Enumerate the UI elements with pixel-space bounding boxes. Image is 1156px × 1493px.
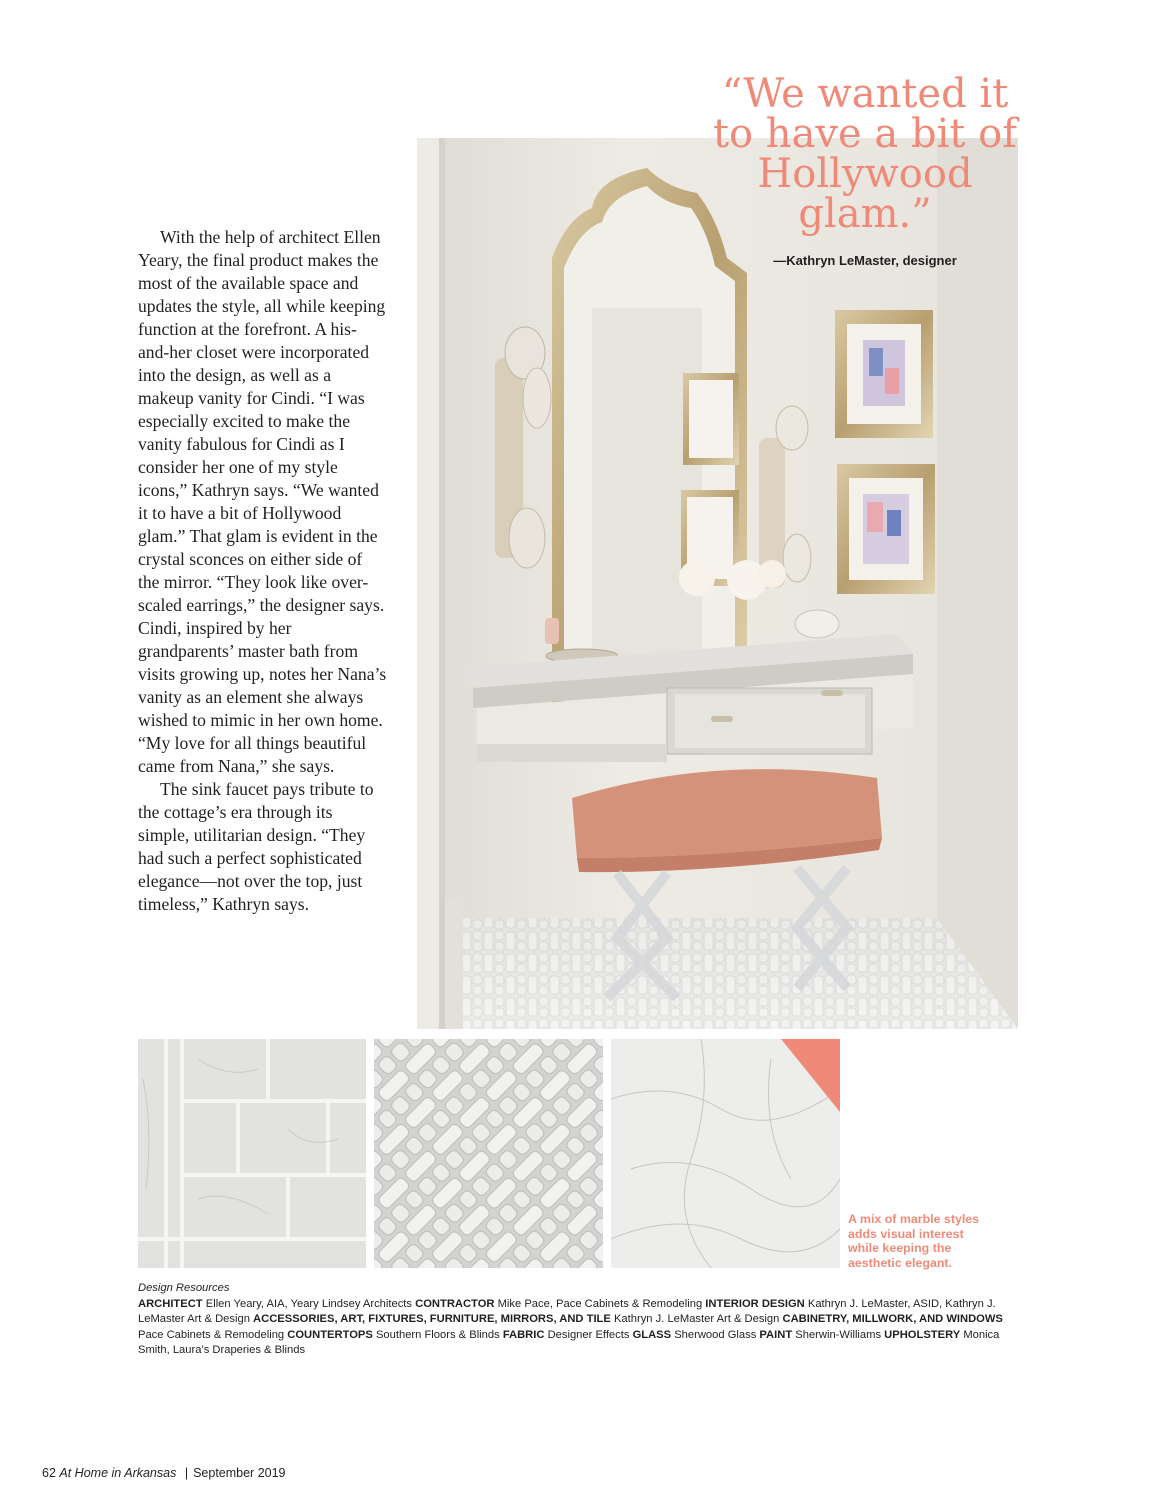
resource-label: ACCESSORIES, ART, FIXTURES, FURNITURE, MIRRORS, AND TILE xyxy=(253,1313,611,1325)
resource-label: UPHOLSTERY xyxy=(884,1328,961,1341)
resource-label: ARCHITECT xyxy=(138,1297,203,1310)
magazine-title: At Home in Arkansas xyxy=(59,1466,177,1480)
resource-value: Sherwood Glass xyxy=(674,1328,757,1341)
footer-separator: | xyxy=(184,1466,189,1480)
swatch-caption: A mix of marble styles adds visual interest while keeping the aesthetic elegant. xyxy=(848,1212,980,1270)
resource-value: Monica Smith, Laura’s Draperies & Blinds xyxy=(138,1328,1000,1356)
issue-date: September 2019 xyxy=(193,1466,286,1480)
resource-value: Sherwin-Williams xyxy=(795,1328,882,1341)
resource-label: PAINT xyxy=(759,1328,793,1341)
resource-value: Southern Floors & Blinds xyxy=(375,1328,500,1341)
resources-heading: Design Resources xyxy=(138,1282,230,1294)
marble-swatch-slab xyxy=(611,1039,840,1268)
pull-quote-attribution: —Kathryn LeMaster, designer xyxy=(773,253,957,268)
resource-label: CONTRACTOR xyxy=(415,1297,495,1310)
resource-label: COUNTERTOPS xyxy=(287,1328,373,1341)
marble-swatch-basketweave xyxy=(374,1039,603,1268)
resource-value: Mike Pace, Pace Cabinets & Remodeling xyxy=(497,1297,703,1310)
pull-quote: “We wanted it to have a bit of Hollywood glam.” xyxy=(712,71,1018,237)
body-paragraph: With the help of architect Ellen Yeary, the final product makes the most of the available space and updates the style, all while keeping function at the forefront. A his-and-her closet were incorporated into the design, as well as a makeup vanity for Cindi. “I was especially excited to make the vanity fabulous for Cindi as I consider her one of my style icons,” Kathryn says. “We wanted it to have a bit of Hollywood glam.” That glam is evident in the crystal sconces on either side of the mirror. “They look like over-scaled earrings,” the designer says. Cindi, inspired by her grandparents’ master bath from visits growing up, notes her Nana’s vanity as an element she always wished to mimic in her own home. “My love for all things beautiful came from Nana,” she says. xyxy=(138,227,387,776)
resource-value: Kathryn J. LeMaster Art & Design xyxy=(613,1313,780,1325)
resource-label: CABINETRY, MILLWORK, AND WINDOWS xyxy=(782,1313,1003,1325)
body-paragraph: The sink faucet pays tribute to the cottage’s era through its simple, utilitarian design. “They had such a perfect sophisticated elegance—not over the top, just timeless,” Kathryn says. xyxy=(138,779,374,914)
page-footer xyxy=(42,1466,286,1480)
carrara-slab-illustration xyxy=(611,1039,840,1268)
page-number: 62 xyxy=(42,1466,56,1480)
resource-label: FABRIC xyxy=(502,1328,545,1341)
resource-value: Pace Cabinets & Remodeling xyxy=(138,1328,285,1341)
resource-label: INTERIOR DESIGN xyxy=(705,1297,805,1310)
basketweave-marble-illustration xyxy=(374,1039,603,1268)
resource-label: GLASS xyxy=(632,1328,672,1341)
vanity-photo xyxy=(417,138,1018,1029)
design-resources xyxy=(138,1281,1023,1359)
vanity-illustration xyxy=(417,138,1018,1029)
resource-value: Kathryn J. LeMaster, ASID, Kathryn J. LeMaster Art & Design xyxy=(138,1297,996,1325)
subway-marble-illustration xyxy=(138,1039,366,1268)
resource-value: Ellen Yeary, AIA, Yeary Lindsey Architects xyxy=(205,1297,413,1310)
marble-swatch-subway xyxy=(138,1039,366,1268)
resources-list xyxy=(138,1297,1023,1359)
resource-value: Designer Effects xyxy=(547,1328,630,1341)
article-body xyxy=(138,226,388,916)
